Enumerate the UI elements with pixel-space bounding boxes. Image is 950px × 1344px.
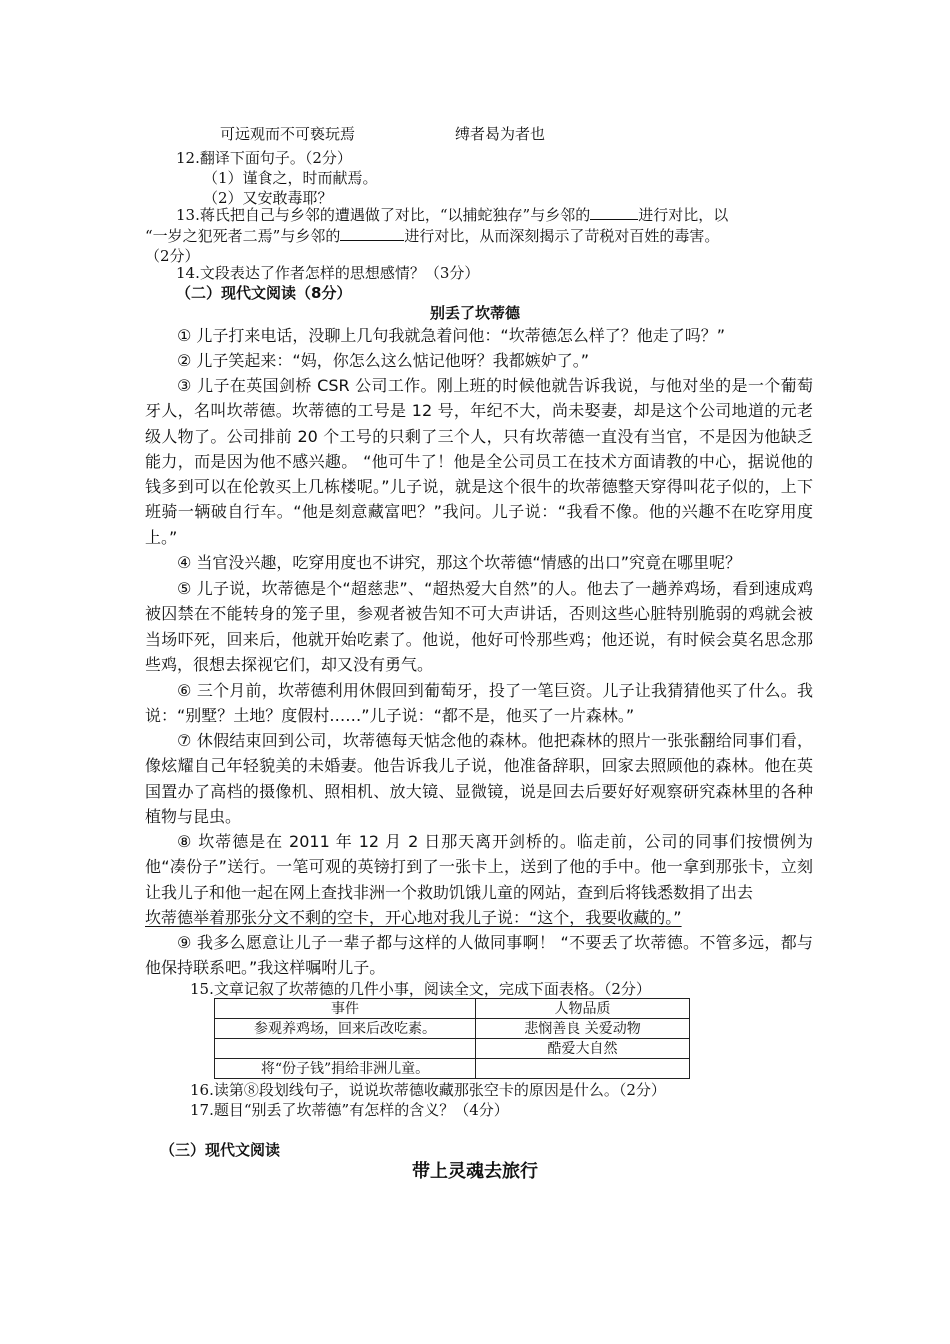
q13-text-a: 13.蒋氏把自己与乡邻的遭遇做了对比，“以捕蛇独存”与乡邻的: [176, 206, 591, 224]
paragraph-3: ③ 儿子在英国剑桥 CSR 公司工作。刚上班的时候他就告诉我说，与他对坐的是一个葡萄牙人，名叫坎蒂德。坎蒂德的工号是 12 号，年纪不大，尚未娶妻，却是这个公司地道的元老级人物了。公司排前 20 个工号的只剩了三个人，只有坎蒂德一直没有当官，不是因为他缺乏能力，而是因为他不感兴趣。 “他可牛了！他是全公司员工在技术方面请教的中心，据说他的钱多到可以在伦敦买上几栋楼呢。”儿子说，就是这个很牛的坎蒂德整天穿得叫花子似的，上下班骑一辆破自行车。“他是刻意藏富吧？”我问。儿子说：“我看不像。他的兴趣不在吃穿用度上。”: [145, 376, 813, 547]
q11-left-phrase: 可远观而不可亵玩焉: [220, 125, 356, 143]
paragraph-5: ⑤ 儿子说，坎蒂德是个“超慈悲”、“超热爱大自然”的人。他去了一趟养鸡场，看到速成鸡被囚禁在不能转身的笼子里，参观者被告知不可大声讲话，否则这些心脏特别脆弱的鸡就会被当场吓死，回来后，他就开始吃素了。他说，他好可怜那些鸡；他还说，有时候会莫名思念那些鸡，很想去探视它们，却又没有勇气。: [145, 579, 813, 674]
table-cell-blank[interactable]: [215, 1039, 476, 1059]
q13-line-1: [176, 205, 728, 225]
table-cell: 酷爱大自然: [476, 1039, 690, 1059]
underlined-sentence: 坎蒂德举着那张分文不剩的空卡，开心地对我儿子说：“这个，我要收藏的。”: [145, 908, 682, 927]
paragraph-8: ⑧ 坎蒂德是在 2011 年 12 月 2 日那天离开剑桥的。临走前，公司的同事们按惯例为他“凑份子”送行。一笔可观的英镑打到了一张卡上，送到了他的手中。他一拿到那张卡，立刻让我儿子和他一起在网上查找非洲一个救助饥饿儿童的网站，查到后将钱悉数捐了出去: [145, 832, 813, 902]
table-cell: 悲悯善良 关爱动物: [476, 1019, 690, 1039]
paragraph-7: ⑦ 休假结束回到公司，坎蒂德每天惦念他的森林。他把森林的照片一张张翻给同事们看，像炫耀自己年轻貌美的未婚妻。他告诉我儿子说，他准备辞职，回家去照顾他的森林。他在英国置办了高档的摄像机、照相机、放大镜、显微镜，说是回去后要好好观察研究森林里的各种植物与昆虫。: [145, 731, 813, 826]
paragraph-8-tail: [145, 905, 813, 930]
table-row: [215, 1059, 690, 1079]
q13-text-b: 进行对比，以: [638, 206, 729, 224]
q13-blank-2[interactable]: [340, 226, 404, 241]
section3-heading: （三）现代文阅读: [160, 1141, 281, 1159]
paragraph-9: ⑨ 我多么愿意让儿子一辈子都与这样的人做同事啊！ “不要丢了坎蒂德。不管多远，都与他保持联系吧。”我这样嘱咐儿子。: [145, 933, 813, 978]
table-header-event: 事件: [215, 999, 476, 1019]
q12-item-2: （2）又安敢毒耶？: [203, 189, 333, 207]
paragraph-4: ④ 当官没兴趣，吃穿用度也不讲究，那这个坎蒂德“情感的出口”究竟在哪里呢？: [177, 553, 742, 572]
q15-question: 15.文章记叙了坎蒂德的几件小事，阅读全文，完成下面表格。（2分）: [190, 980, 651, 998]
section3-article-title: 带上灵魂去旅行: [412, 1161, 538, 1182]
table-cell: 参观养鸡场，回来后改吃素。: [215, 1019, 476, 1039]
table-header-quality: 人物品质: [476, 999, 690, 1019]
table-cell-blank[interactable]: [476, 1059, 690, 1079]
section2-article-title: 别丢了坎蒂德: [429, 304, 520, 322]
q13-line-3: （2分）: [145, 247, 200, 265]
q12-question: 12.翻译下面句子。（2分）: [176, 149, 352, 167]
table-row: [215, 1039, 690, 1059]
q16-question: 16.读第⑧段划线句子，说说坎蒂德收藏那张空卡的原因是什么。（2分）: [190, 1081, 666, 1099]
table-cell: 将“份子钱”捐给非洲儿童。: [215, 1059, 476, 1079]
q13-text-d: 进行对比，从而深刻揭示了苛税对百姓的毒害。: [404, 227, 720, 245]
paragraph-1: ① 儿子打来电话，没聊上几句我就急着问他：“坎蒂德怎么样了？他走了吗？”: [177, 326, 726, 345]
section2-heading: （二）现代文阅读（8分）: [176, 284, 352, 302]
q11-right-phrase: 缚者曷为者也: [455, 125, 546, 143]
q15-table: [214, 998, 690, 1079]
paragraph-2: ② 儿子笑起来：“妈，你怎么这么惦记他呀？我都嫉妒了。”: [177, 351, 590, 370]
q13-blank-1[interactable]: [590, 205, 638, 220]
q12-item-1: （1）谨食之，时而献焉。: [203, 169, 378, 187]
table-header-row: [215, 999, 690, 1019]
q13-line-2: [145, 226, 719, 246]
q14-question: 14.文段表达了作者怎样的思想感情？（3分）: [176, 264, 480, 282]
table-row: [215, 1019, 690, 1039]
paragraph-6: ⑥ 三个月前，坎蒂德利用休假回到葡萄牙，投了一笔巨资。儿子让我猜猜他买了什么。我说：“别墅？土地？度假村……”儿子说：“都不是，他买了一片森林。”: [145, 681, 813, 726]
q17-question: 17.题目“别丢了坎蒂德”有怎样的含义？（4分）: [190, 1101, 509, 1119]
q13-text-c: “一岁之犯死者二焉”与乡邻的: [145, 227, 341, 245]
